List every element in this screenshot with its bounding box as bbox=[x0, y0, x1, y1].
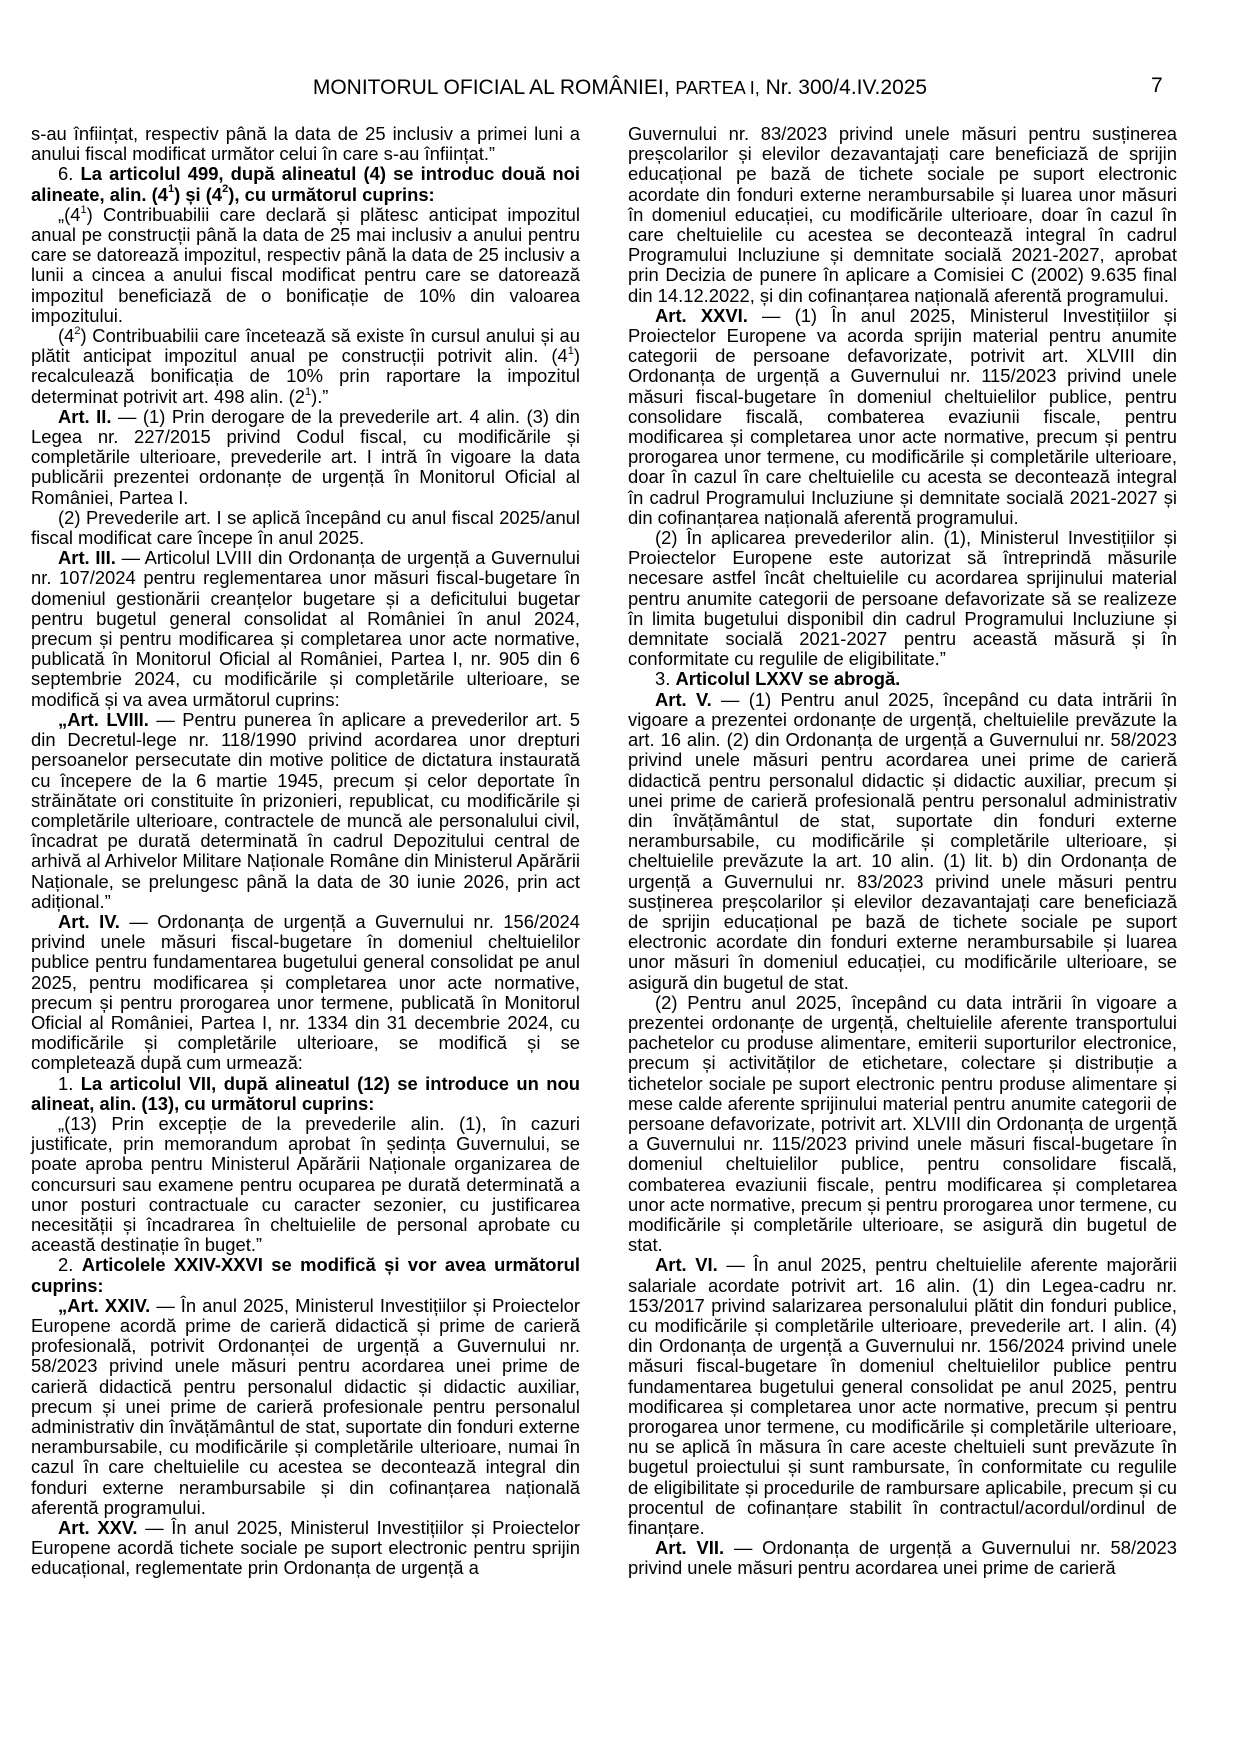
publication-title: MONITORUL OFICIAL AL ROMÂNIEI, bbox=[312, 76, 670, 99]
article-paragraph: Art. VII. — Ordonanța de urgență a Guvernului nr. 58/2023 privind unele măsuri pentru acordarea unei prime de carieră bbox=[628, 1537, 1177, 1579]
paragraph: $„(4^1)$ Contribuabilii care declară și plătesc anticipat impozitul anual pe construcții până la data de 25 mai inclusiv a anului pentru care se datorează impozitul, respectiv până la data de 25 inclusiv a lunii a cincea a anului fiscal modificat pentru care se datorează impozitul beneficiază de o bonificație de 10% din valoarea impozitului. bbox=[31, 203, 580, 326]
article-paragraph: Art. IV. — Ordonanța de urgență a Guvernului nr. 156/2024 privind unele măsuri fiscal-bugetare în domeniul cheltuielilor publice pentru fundamentarea bugetului general consolidat pe anul 2025, pentru modificarea și completarea unor acte normative, precum și pentru prorogarea unor termene, publicată în Monitorul Oficial al României, Partea I, nr. 1334 din 31 decembrie 2024, cu modificările și completările ulterioare, se modifică și se completează după cum urmează: bbox=[31, 910, 580, 1074]
article-heading: „Art. LVIII. bbox=[58, 708, 149, 730]
publication-issue: Nr. 300/4.IV.2025 bbox=[765, 76, 928, 99]
article-paragraph: „Art. LVIII. — Pentru punerea în aplicare a prevederilor art. 5 din Decretul-lege nr. 118/1990 privind acordarea unor drepturi persoanelor persecutate din motive politice de dictatura instaurată cu începere de la 6 martie 1945, precum și celor deportate în străinătate ori constituite în prizonieri, republicat, cu modificările și completările ulterioare, contractele de muncă ale personalului civil, încadrat pe durată determinată în cadrul Depozitului central de arhivă al Arhivelor Militare Naționale Române din Ministerul Apărării Naționale, se prelungesc până la data de 30 iunie 2026, prin act adițional.” bbox=[31, 708, 580, 912]
article-paragraph: Art. III. — Articolul LVIII din Ordonanța de urgență a Guvernului nr. 107/2024 pentru reglementarea unor măsuri fiscal-bugetare în domeniul gestionării creanțelor bugetare și a deficitului bugetar pentru bugetul general consolidat al României în anul 2024, precum și pentru modificarea și completarea unor acte normative, publicată în Monitorul Oficial al României, Partea I, nr. 905 din 6 septembrie 2024, cu modificările și completările ulterioare, se modifică și va avea următorul cuprins: bbox=[31, 547, 580, 710]
paragraph: (2) Prevederile art. I se aplică începând cu anul fiscal 2025/anul fiscal modificat care începe în anul 2025. bbox=[31, 506, 580, 549]
paragraph: (2) Pentru anul 2025, începând cu data intrării în vigoare a prezentei ordonanțe de urgență, cheltuielile aferente transportului pachetelor cu produse alimentare, emiterii suporturilor electronice, precum și activităților de etichetare, colectare și distribuție a tichetelor sociale pe suport electronic pentru produse alimentare și mese calde aferente sprijinului material pentru anumite categorii de persoane defavorizate, potrivit art. XLVIII din Ordonanța de urgență a Guvernului nr. 115/2023 privind unele măsuri fiscal-bugetare în domeniul cheltuielilor publice, pentru consolidare fiscală, combaterea evaziunii fiscale, pentru modificarea și completarea unor acte normative, precum și pentru prorogarea unor termene, cu modificările și completările ulterioare, se asigură din bugetul de stat. bbox=[628, 991, 1177, 1256]
paragraph: $(4^2)$ Contribuabilii care încetează să existe în cursul anului și au plătit anticipat impozitul anual pe construcții potrivit alin. $(4^1)$ recalculează bonificația de 10% prin raportare la impozitul determinat potrivit art. 498 alin. $(2^1)$.” bbox=[31, 324, 580, 407]
article-heading: Art. VII. bbox=[655, 1537, 725, 1559]
right-column bbox=[628, 124, 1177, 1579]
article-paragraph: Art. V. — (1) Pentru anul 2025, începând cu data intrării în vigoare a prezentei ordonanțe de urgență, cheltuielile prevăzute la art. 16 alin. (2) din Ordonanța de urgență a Guvernului nr. 58/2023 privind unele măsuri pentru acordarea unei prime de carieră didactică pentru personalul didactic și didactic auxiliar, precum și unei prime de carieră profesională pentru personalul administrativ din învățământul de stat, suportate din fonduri externe nerambursabile, cu modificările și completările ulterioare, și cheltuielile prevăzute la art. 10 alin. (1) lit. b) din Ordonanța de urgență a Guvernului nr. 83/2023 privind unele măsuri pentru susținerea preșcolarilor și elevilor dezavantajați care beneficiază de sprijin educațional pe bază de tichete sociale pe suport electronic acordate din fonduri externe nerambursabile și luarea unor măsuri în domeniul educației, cu modificările ulterioare, se asigură din bugetul de stat. bbox=[628, 688, 1177, 993]
paragraph: „(13) Prin excepție de la prevederile alin. (1), în cazuri justificate, prin memorandum aprobat în ședința Guvernului, se poate aproba pentru Ministerul Apărării Naționale organizarea de concursuri sau examene pentru ocuparea pe durată determinată a unor posturi contractuale cu caracter sezonier, cu justificarea necesității și încadrarea în cheltuielile de personal aprobate cu această destinație în buget.” bbox=[31, 1112, 580, 1256]
article-paragraph: Art. VI. — În anul 2025, pentru cheltuielile aferente majorării salariale acordate potrivit art. 16 alin. (1) din Legea-cadru nr. 153/2017 privind salarizarea personalului plătit din fonduri publice, cu modificările și completările ulterioare, prevederile art. I alin. (4) din Ordonanța de urgență a Guvernului nr. 156/2024 privind unele măsuri fiscal-bugetare în domeniul cheltuielilor publice pentru fundamentarea bugetului general consolidat pe anul 2025, pentru modificarea și completarea unor acte normative, precum și pentru prorogarea unor termene, cu modificările și completările ulterioare, nu se aplică în măsura în care aceste cheltuieli sunt prevăzute în bugetul proiectului și sunt rambursate, în conformitate cu regulile de eligibilitate și procedurile de rambursare aplicabile, precum și cu procentul de cofinanțare stabilit în contractul/acordul/ordinul de finanțare. bbox=[628, 1254, 1177, 1539]
amendment-point: 2. Articolele XXIV-XXVI se modifică și vor avea următorul cuprins: bbox=[31, 1254, 580, 1296]
left-column bbox=[31, 124, 580, 1579]
article-heading: Art. II. bbox=[58, 405, 112, 427]
paragraph: Guvernului nr. 83/2023 privind unele măsuri pentru susținerea preșcolarilor și elevilor dezavantajați care beneficiază de sprijin educațional pe bază de tichete sociale pe suport electronic acordate din fonduri externe nerambursabile și luarea unor măsuri în domeniul educației, cu modificările ulterioare, doar în cazul în care cheltuielile cu acestea se decontează integral în cadrul Programului Incluziune și demnitate socială 2021-2027, aprobat prin Decizia de punere în aplicare a Comisiei C (2002) 9.635 final din 14.12.2022, și din cofinanțarea națională aferentă programului. bbox=[628, 123, 1177, 306]
publication-part: PARTEA I, bbox=[675, 78, 760, 98]
article-heading: Art. XXVI. bbox=[655, 304, 748, 326]
article-heading: Art. IV. bbox=[58, 910, 120, 932]
paragraph: s-au înființat, respectiv până la data de 25 inclusiv a primei luni a anului fiscal modificat următor celui în care s-au înființat.” bbox=[31, 123, 580, 165]
article-heading: Art. III. bbox=[58, 547, 116, 569]
paragraph: (2) În aplicarea prevederilor alin. (1), Ministerul Investițiilor și Proiectelor Europene este autorizat să întreprindă măsurile necesare astfel încât cheltuielile cu acordarea sprijinului material pentru anumite categorii de persoane defavorizate să se realizeze în limita bugetului disponibil din cadrul Programului Incluziune și demnitate socială 2021-2027 pentru această măsură și în conformitate cu regulile de eligibilitate.” bbox=[628, 527, 1177, 670]
article-paragraph: Art. II. — (1) Prin derogare de la prevederile art. 4 alin. (3) din Legea nr. 227/2015 privind Codul fiscal, cu modificările și completările ulterioare, prevederile art. I intră în vigoare la data publicării prezentei ordonanțe de urgență în Monitorul Oficial al României, Partea I. bbox=[31, 405, 580, 508]
page-header bbox=[0, 76, 1240, 100]
article-heading: Art. XXV. bbox=[58, 1517, 138, 1539]
amendment-point: 6. La articolul 499, după alineatul (4) se introduc două noi alineate, alin. $(4^1)$ și $(4^2)$, cu următorul cuprins: bbox=[31, 163, 580, 205]
article-paragraph: „Art. XXIV. — În anul 2025, Ministerul Investițiilor și Proiectelor Europene acordă prime de carieră didactică și prime de carieră profesională, potrivit Ordonanței de urgență a Guvernului nr. 58/2023 privind unele măsuri pentru acordarea unei prime de carieră didactică pentru personalul didactic și didactic auxiliar, precum și unei prime de carieră profesionale pentru personalul administrativ din învățământul de stat, suportate din fonduri externe nerambursabile, cu modificările și completările ulterioare, numai în cazul în care cheltuielile cu acestea se decontează integral din fonduri externe nerambursabile și din cofinanțarea națională aferentă programului. bbox=[31, 1294, 581, 1518]
article-paragraph: Art. XXV. — În anul 2025, Ministerul Investițiilor și Proiectelor Europene acordă tichete sociale pe suport electronic pentru sprijin educațional, reglementate prin Ordonanța de urgență a bbox=[31, 1517, 580, 1579]
amendment-point: 3. Articolul LXXV se abrogă. bbox=[655, 668, 901, 690]
article-heading: Art. V. bbox=[655, 688, 712, 710]
article-heading: Art. VI. bbox=[655, 1254, 718, 1276]
article-heading: „Art. XXIV. bbox=[58, 1294, 151, 1316]
amendment-point: 1. La articolul VII, după alineatul (12) se introduce un nou alineat, alin. (13), cu următorul cuprins: bbox=[31, 1072, 580, 1114]
article-paragraph: Art. XXVI. — (1) În anul 2025, Ministerul Investițiilor și Proiectelor Europene va acorda sprijin material pentru anumite categorii de persoane defavorizate, potrivit art. XLVIII din Ordonanța de urgență a Guvernului nr. 115/2023 privind unele măsuri fiscal-bugetare în domeniul cheltuielilor publice, pentru consolidare fiscală, combaterea evaziunii fiscale, pentru modificarea și completarea unor acte normative, precum și pentru prorogarea unor termene, cu modificările și completările ulterioare, doar în cazul în care cheltuielile cu acesta se decontează integral în cadrul Programului Incluziune și demnitate socială 2021-2027 și din cofinanțarea națională aferentă programului. bbox=[628, 304, 1177, 528]
page-number: 7 bbox=[1151, 74, 1163, 97]
